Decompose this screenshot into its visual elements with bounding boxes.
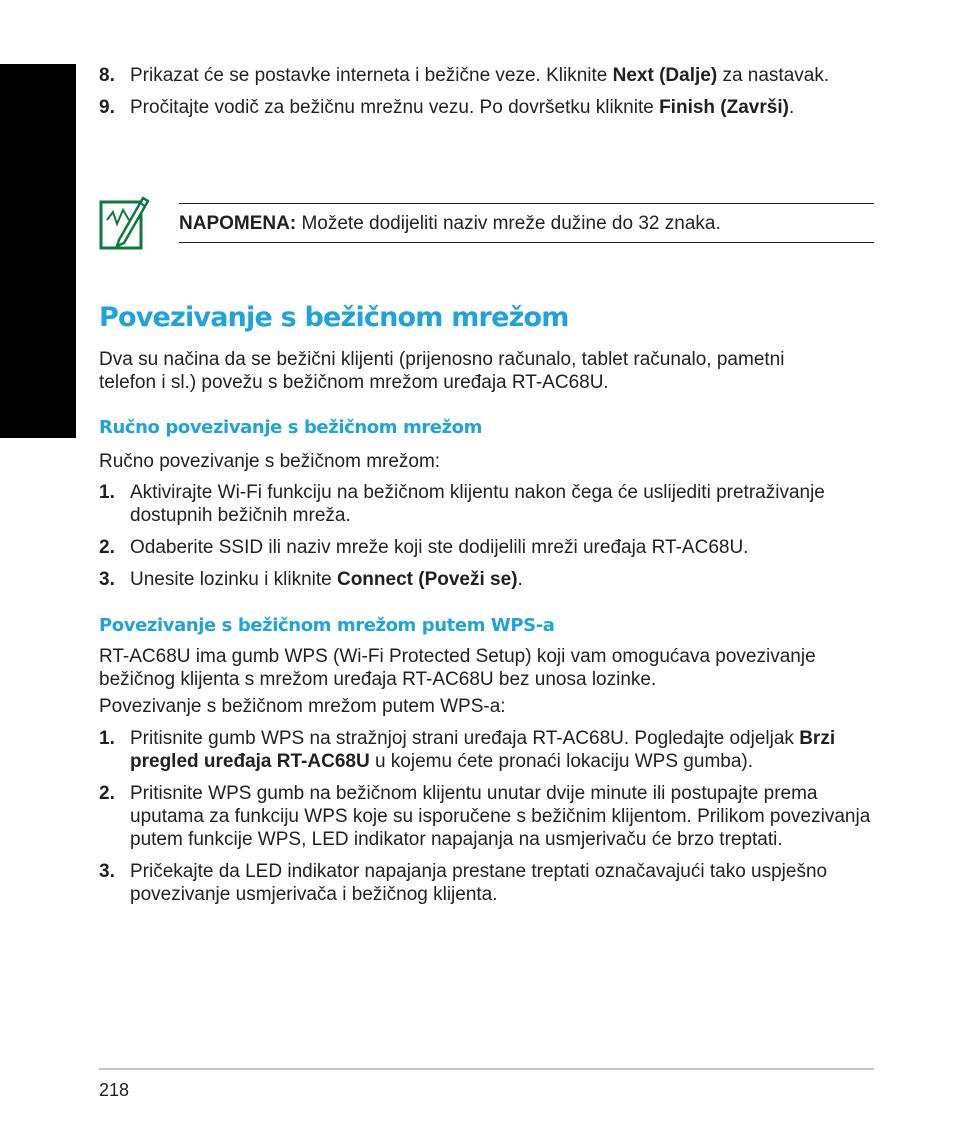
manual-steps [99,481,871,591]
section-intro: Dva su načina da se bežični klijenti (prijenosno računalo, tablet računalo, pametni telefon i sl.) povežu s bežičnom mrežom uređaja RT-AC68U. [99,349,785,393]
note-label: NAPOMENA: [179,212,297,234]
list-item: 1. Pritisnite gumb WPS na stražnjoj strani uređaja RT-AC68U. Pogledajte odjeljak Brzi pregled uređaja RT-AC68U u kojemu ćete pronaći lokaciju WPS gumba). [99,728,836,772]
list-item: 3. Unesite lozinku i kliknite Connect (Poveži se). [99,569,523,590]
page-number: 218 [99,1080,130,1100]
manual-lead: Ručno povezivanje s bežičnom mrežom: [99,451,441,472]
manual-heading: Ručno povezivanje s bežičnom mrežom [99,417,483,438]
list-item: 8. Prikazat će se postavke interneta i bežične veze. Kliknite Next (Dalje) za nastavak. [99,65,830,86]
top-steps [99,64,871,119]
step-number: 1. [99,482,115,503]
note-box [99,194,874,252]
step-number: 9. [99,97,115,118]
quick-overview-label: Brzi pregled uređaja RT-AC68U [130,728,836,772]
connect-label: Connect (Poveži se) [336,569,518,590]
wps-lead: Povezivanje s bežičnom mrežom putem WPS-a: [99,696,506,717]
section-title: Povezivanje s bežičnom mrežom [99,302,569,333]
finish-label: Finish (Završi) [659,97,789,118]
step-number: 2. [99,783,115,804]
wps-intro: RT-AC68U ima gumb WPS (Wi-Fi Protected Setup) koji vam omogućava povezivanje bežičnog klijenta s mrežom uređaja RT-AC68U bez unosa lozinke. [99,646,816,690]
list-item: 2. Odaberite SSID ili naziv mreže koji ste dodijelili mreži uređaja RT-AC68U. [99,537,749,558]
step-number: 3. [99,569,115,590]
next-label: Next (Dalje) [612,65,718,86]
wps-heading: Povezivanje s bežičnom mrežom putem WPS-a [99,615,555,636]
language-side-tab [0,64,76,438]
note-text: Možete dodijeliti naziv mreže dužine do 32 znaka. [296,212,721,234]
step-number: 1. [99,728,115,749]
step-number: 2. [99,537,115,558]
wps-steps [99,727,869,906]
list-item: 1. Aktivirajte Wi-Fi funkciju na bežičnom klijentu nakon čega će uslijediti pretraživanje dostupnih bežičnih mreža. [99,482,825,526]
list-item: 2. Pritisnite WPS gumb na bežičnom klijentu unutar dvije minute ili postupajte prema uputama za funkciju WPS koje su isporučene s bežičnim klijentom. Prilikom povezivanja putem funkcije WPS, LED indikator napajanja na usmjerivaču će brzo treptati. [99,783,871,850]
footer-divider [99,1068,874,1070]
list-item: 3. Pričekajte da LED indikator napajanja prestane treptati označavajući tako uspješno povezivanje usmjerivača i bežičnog klijenta. [99,861,828,905]
note-text-box [179,203,874,243]
note-pencil-icon [99,194,149,252]
step-number: 3. [99,861,115,882]
step-number: 8. [99,65,115,86]
list-item: 9. Pročitajte vodič za bežičnu mrežnu vezu. Po dovršetku kliknite Finish (Završi). [99,97,795,118]
